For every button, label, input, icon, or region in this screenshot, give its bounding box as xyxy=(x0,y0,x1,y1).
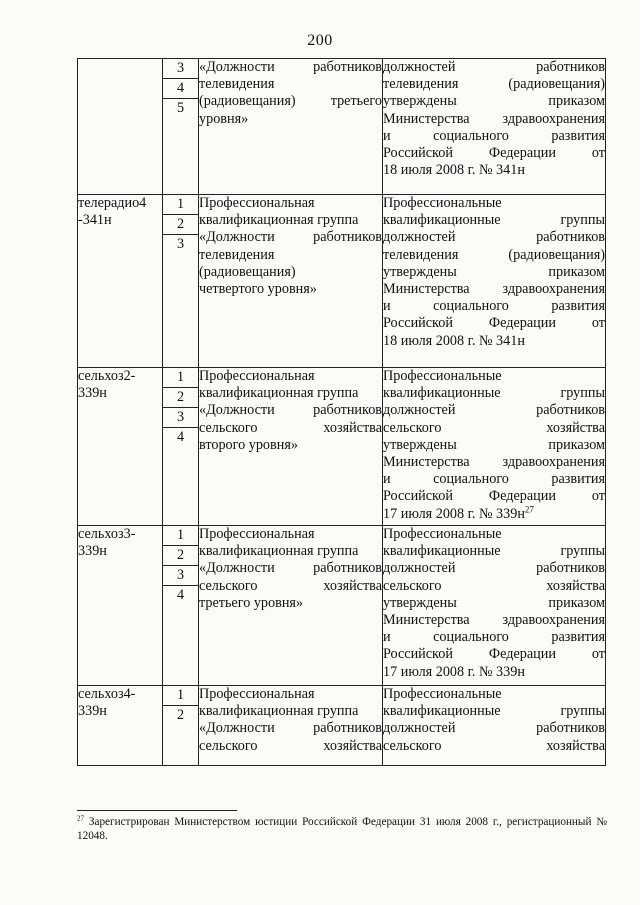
basis-text-line xyxy=(383,543,605,560)
group-text-line: квалификационная группа xyxy=(199,212,359,229)
basis-text: Министерства здравоохранения xyxy=(383,612,605,629)
basis-text-line xyxy=(383,437,605,454)
basis-text-line xyxy=(383,664,605,681)
basis-text: 17 июля 2008 г. № 339н xyxy=(383,505,525,522)
group-text-line: квалификационная группа xyxy=(199,543,359,560)
item-number: 2 xyxy=(176,707,185,723)
row-code-cell xyxy=(78,195,163,368)
basis-text-line xyxy=(383,264,605,281)
basis-text: должностей работников xyxy=(383,560,605,577)
basis-text-line xyxy=(383,454,605,471)
group-text-line: второго уровня» xyxy=(199,436,298,453)
row-numbers-cell xyxy=(163,526,199,686)
basis-text-line xyxy=(383,560,605,577)
item-number: 3 xyxy=(176,236,185,252)
group-text-line: уровня» xyxy=(199,110,249,127)
basis-text: Российской Федерации от xyxy=(383,145,605,162)
footnote-rule xyxy=(77,810,237,811)
group-text-line: «Должности работников xyxy=(199,402,382,419)
qualification-group-cell xyxy=(199,368,383,526)
basis-text-line xyxy=(383,128,605,145)
footnote xyxy=(77,815,607,843)
basis-text: утверждены приказом xyxy=(383,263,605,280)
basis-text-line xyxy=(383,145,605,162)
basis-text-line xyxy=(383,420,605,437)
basis-text: Профессиональные xyxy=(383,526,502,542)
basis-text-line xyxy=(383,526,605,543)
item-number: 4 xyxy=(176,587,185,603)
table-row xyxy=(78,59,606,195)
basis-text: утверждены приказом xyxy=(383,436,605,453)
basis-text-line xyxy=(383,738,605,755)
group-text-line: Профессиональная xyxy=(199,368,315,384)
basis-text-line xyxy=(383,686,605,703)
basis-text-line xyxy=(383,212,605,229)
basis-text: 18 июля 2008 г. № 341н xyxy=(383,162,525,179)
basis-text-line xyxy=(383,162,605,179)
group-text-line: квалификационная группа xyxy=(199,703,359,720)
group-text-line: «Должности работников xyxy=(199,560,382,577)
item-number: 1 xyxy=(163,195,198,215)
basis-text-line xyxy=(383,229,605,246)
table-row xyxy=(78,368,606,526)
group-text-line: (радиовещания) xyxy=(199,263,296,280)
basis-text: Профессиональные xyxy=(383,195,502,211)
basis-text-line xyxy=(383,281,605,298)
group-text-line: сельского хозяйства xyxy=(199,737,382,754)
basis-text: квалификационные группы xyxy=(383,212,605,229)
table-row xyxy=(78,526,606,686)
basis-text: должностей работников xyxy=(383,59,605,75)
group-text-line: третьего уровня» xyxy=(199,594,304,611)
group-text-line: (радиовещания) третьего xyxy=(199,93,382,110)
basis-text-line xyxy=(383,247,605,264)
item-number: 3 xyxy=(163,59,198,79)
row-code: сельхоз3-339н xyxy=(78,526,136,560)
basis-text-line xyxy=(383,111,605,128)
group-text-line: «Должности работников xyxy=(199,59,382,75)
row-code-cell xyxy=(78,368,163,526)
row-code-cell xyxy=(78,59,163,195)
basis-text: сельского хозяйства xyxy=(383,737,605,754)
item-number: 4 xyxy=(163,79,198,99)
basis-text: и социального развития xyxy=(383,629,605,646)
basis-text-line xyxy=(383,488,605,505)
group-text-line: «Должности работников xyxy=(199,720,382,737)
basis-text: Российской Федерации от xyxy=(383,646,605,663)
basis-text-line xyxy=(383,368,605,385)
basis-text-line xyxy=(383,471,605,488)
item-number: 1 xyxy=(163,526,198,546)
basis-text: телевидения (радиовещания) xyxy=(383,76,605,93)
basis-text: 17 июля 2008 г. № 339н xyxy=(383,663,525,680)
row-numbers-cell xyxy=(163,368,199,526)
item-number: 3 xyxy=(163,408,198,428)
basis-text: должностей работников xyxy=(383,720,605,737)
basis-text: и социального развития xyxy=(383,298,605,315)
group-text-line: «Должности работников xyxy=(199,229,382,246)
row-numbers-cell xyxy=(163,59,199,195)
row-code-cell xyxy=(78,526,163,686)
basis-text: Министерства здравоохранения xyxy=(383,110,605,127)
basis-text: 18 июля 2008 г. № 341н xyxy=(383,332,525,349)
qualification-group-cell xyxy=(199,59,383,195)
group-text-line: сельского хозяйства xyxy=(199,419,382,436)
legal-basis-cell xyxy=(383,368,606,526)
item-number: 2 xyxy=(163,215,198,235)
basis-text: сельского хозяйства xyxy=(383,577,605,594)
group-text-line: сельского хозяйства xyxy=(199,577,382,594)
item-number: 2 xyxy=(163,388,198,408)
basis-text-line xyxy=(383,612,605,629)
item-number: 4 xyxy=(176,429,185,445)
footnote-text: Зарегистрирован Министерством юстиции Российской Федерации 31 июля 2008 г., регистрационный № 12048. xyxy=(77,816,607,842)
item-number: 2 xyxy=(163,546,198,566)
item-number: 1 xyxy=(163,686,198,706)
page-number: 200 xyxy=(307,32,333,49)
basis-text: должностей работников xyxy=(383,229,605,246)
basis-text-line xyxy=(383,59,605,76)
legal-basis-cell xyxy=(383,59,606,195)
item-number: 3 xyxy=(163,566,198,586)
basis-text: Профессиональные xyxy=(383,368,502,384)
legal-basis-cell xyxy=(383,195,606,368)
item-number: 1 xyxy=(163,368,198,388)
basis-text: утверждены приказом xyxy=(383,93,605,110)
row-code: телерадио4 -341н xyxy=(78,195,147,229)
basis-text-line xyxy=(383,385,605,402)
legal-basis-cell xyxy=(383,686,606,766)
basis-text: и социального развития xyxy=(383,127,605,144)
basis-text-line xyxy=(383,333,605,350)
qualification-group-cell xyxy=(199,195,383,368)
basis-text: Российской Федерации от xyxy=(383,315,605,332)
basis-text-line xyxy=(383,703,605,720)
basis-text-line xyxy=(383,76,605,93)
basis-text-line xyxy=(383,720,605,737)
basis-text: и социального развития xyxy=(383,471,605,488)
group-text-line: Профессиональная xyxy=(199,195,315,211)
basis-text-line xyxy=(383,402,605,419)
document-table xyxy=(77,58,606,766)
basis-text-line xyxy=(383,595,605,612)
group-text-line: телевидения xyxy=(199,246,275,263)
row-code: сельхоз2-339н xyxy=(78,368,136,402)
basis-text-line xyxy=(383,629,605,646)
row-numbers-cell xyxy=(163,195,199,368)
basis-text: Профессиональные xyxy=(383,686,502,702)
row-code-cell xyxy=(78,686,163,766)
legal-basis-cell xyxy=(383,526,606,686)
qualification-group-cell xyxy=(199,686,383,766)
basis-text: квалификационные группы xyxy=(383,385,605,402)
basis-text: Министерства здравоохранения xyxy=(383,281,605,298)
basis-text-line xyxy=(383,578,605,595)
group-text-line: Профессиональная xyxy=(199,686,315,702)
basis-text: должностей работников xyxy=(383,402,605,419)
group-text-line: телевидения xyxy=(199,76,275,93)
basis-text: Российской Федерации от xyxy=(383,488,605,505)
table-row xyxy=(78,195,606,368)
basis-text-line xyxy=(383,646,605,663)
basis-text: квалификационные группы xyxy=(383,543,605,560)
basis-text: телевидения (радиовещания) xyxy=(383,246,605,263)
row-numbers-cell xyxy=(163,686,199,766)
footnote-marker: 27 xyxy=(77,814,84,823)
footnote-reference: 27 xyxy=(524,503,534,514)
basis-text: сельского хозяйства xyxy=(383,419,605,436)
qualification-group-cell xyxy=(199,526,383,686)
basis-text-line xyxy=(383,298,605,315)
table-row xyxy=(78,686,606,766)
basis-text: Министерства здравоохранения xyxy=(383,454,605,471)
group-text-line: Профессиональная xyxy=(199,526,315,542)
item-number: 5 xyxy=(176,100,185,116)
basis-text-line xyxy=(383,315,605,332)
basis-text-line xyxy=(383,195,605,212)
basis-text-line xyxy=(383,93,605,110)
basis-text-line xyxy=(383,503,605,523)
group-text-line: четвертого уровня» xyxy=(199,281,317,298)
basis-text: утверждены приказом xyxy=(383,594,605,611)
basis-text: квалификационные группы xyxy=(383,703,605,720)
row-code: сельхоз4-339н xyxy=(78,686,136,720)
group-text-line: квалификационная группа xyxy=(199,385,359,402)
